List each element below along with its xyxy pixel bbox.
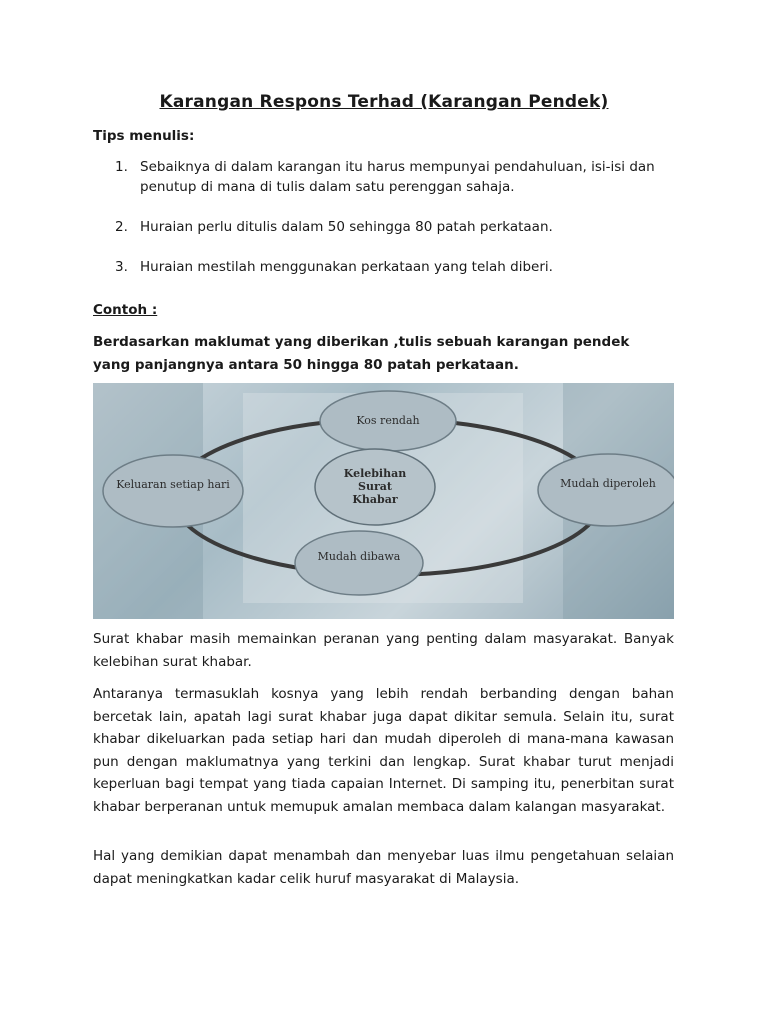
- paragraph: Surat khabar masih memainkan peranan yang penting dalam masyarakat. Banyak kelebihan surat khabar.: [93, 631, 674, 670]
- node-label-left: Keluaran setiap hari: [116, 478, 230, 491]
- node-label-center: Kelebihan Surat Khabar: [343, 467, 407, 506]
- list-item-text: Sebaiknya di dalam karangan itu harus mempunyai pendahuluan, isi-isi dan penutup di mana di tulis dalam satu perenggan sahaja.: [140, 159, 655, 195]
- example-heading: Contoh :: [93, 302, 158, 318]
- node-label-bottom: Mudah dibawa: [317, 550, 401, 563]
- list-item-text: Huraian perlu ditulis dalam 50 sehingga 80 patah perkataan.: [140, 219, 553, 235]
- list-item: [93, 217, 673, 237]
- list-item-number: 1.: [115, 159, 128, 175]
- mind-map-figure: [93, 383, 674, 619]
- paragraph: Hal yang demikian dapat menambah dan menyebar luas ilmu pengetahuan selaian dapat meningkatkan kadar celik huruf masyarakat di Malaysia.: [93, 848, 674, 887]
- list-item-number: 2.: [115, 219, 128, 235]
- list-item: [93, 257, 673, 277]
- node-left: [103, 455, 243, 527]
- list-item: [93, 157, 673, 197]
- tips-list: [93, 157, 673, 297]
- instruction-text: Berdasarkan maklumat yang diberikan ,tulis sebuah karangan pendek yang panjangnya antara 50 hingga 80 patah perkataan.: [93, 334, 630, 373]
- list-item-number: 3.: [115, 259, 128, 275]
- list-item-text: Huraian mestilah menggunakan perkataan yang telah diberi.: [140, 259, 553, 275]
- page-title: Karangan Respons Terhad (Karangan Pendek): [159, 92, 609, 112]
- node-label-top: Kos rendah: [356, 414, 420, 427]
- tips-heading: Tips menulis:: [93, 128, 195, 144]
- node-label-right: Mudah diperoleh: [560, 477, 656, 490]
- node-right: [538, 454, 674, 526]
- paragraph: Antaranya termasuklah kosnya yang lebih rendah berbanding dengan bahan bercetak lain, apatah lagi surat khabar juga dapat dikitar semula. Selain itu, surat khabar dikeluarkan pada setiap hari dan mudah diperoleh di mana-mana kawasan pun dengan maklumatnya yang terkini dan lengkap. Surat khabar turut menjadi keperluan bagi tempat yang tiada capaian Internet. Di samping itu, penerbitan surat khabar berperanan untuk memupuk amalan membaca dalam kalangan masyarakat.: [93, 686, 674, 815]
- node-bottom: [295, 531, 423, 595]
